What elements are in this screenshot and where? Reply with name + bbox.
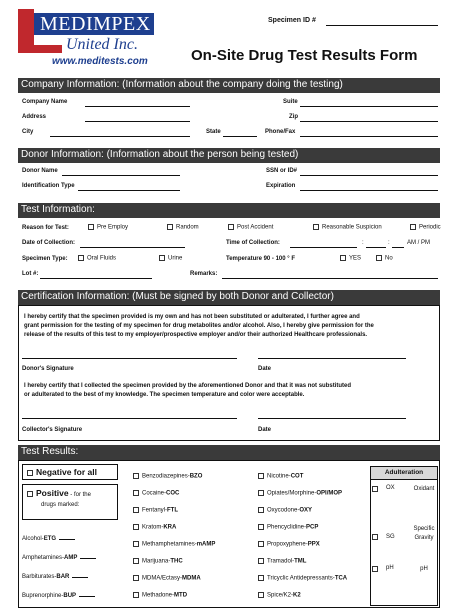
company-name-label: Company Name: [22, 99, 68, 105]
periodic-option[interactable]: [410, 224, 441, 231]
no-option[interactable]: [376, 255, 393, 262]
drug-item-ftl[interactable]: [133, 507, 178, 514]
checkbox-icon[interactable]: [88, 224, 94, 230]
drug-code: K2: [293, 592, 301, 599]
negative-label: Negative for all: [36, 467, 97, 477]
checkbox-icon[interactable]: [78, 255, 84, 261]
checkbox-icon[interactable]: [340, 255, 346, 261]
cert-section-heading: Certification Information: (Must be signed by both Donor and Collector): [18, 290, 440, 305]
urine-option[interactable]: [159, 255, 182, 262]
checkbox-icon[interactable]: [258, 592, 264, 598]
suite-field[interactable]: [300, 106, 438, 107]
drug-item-etg[interactable]: [22, 536, 75, 542]
checkbox-icon[interactable]: [133, 592, 139, 598]
temperature-label: Temperature 90 - 100 ° F: [226, 256, 295, 262]
yes-label: YES: [349, 255, 362, 262]
logo-website[interactable]: www.meditests.com: [52, 56, 148, 67]
drug-item-bzo[interactable]: [133, 473, 202, 480]
collector-cert-line-1: I hereby certify that I collected the specimen provided by the aforementioned Donor and that it was not substituted: [24, 383, 352, 389]
donor-date-field[interactable]: [258, 358, 406, 359]
adulteration-code: pH: [386, 565, 394, 571]
checkbox-icon[interactable]: [376, 255, 382, 261]
drug-code: COC: [166, 490, 180, 497]
ssn-field[interactable]: [300, 175, 438, 176]
drug-code: BUP: [63, 593, 77, 599]
checkbox-icon[interactable]: [258, 473, 264, 479]
drug-mark-line[interactable]: [59, 539, 75, 540]
drug-name: Methadone-: [142, 592, 175, 599]
state-field[interactable]: [223, 136, 257, 137]
yes-option[interactable]: [340, 255, 361, 262]
post-accident-label: Post Accident: [237, 224, 274, 231]
time-separator-2: :: [388, 240, 390, 246]
time-seconds-field[interactable]: [392, 247, 404, 248]
urine-label: Urine: [168, 255, 183, 262]
checkbox-icon[interactable]: [133, 524, 139, 530]
random-option[interactable]: [167, 224, 199, 231]
logo-subtitle: United Inc.: [66, 36, 138, 53]
logo-red-foot: [18, 45, 62, 53]
drug-item-tml[interactable]: [258, 558, 306, 565]
zip-label: Zip: [289, 114, 298, 120]
drug-code: PPX: [307, 541, 320, 548]
checkbox-icon[interactable]: [410, 224, 416, 230]
donor-name-label: Donor Name: [22, 168, 58, 174]
reasonable-suspicion-option[interactable]: [313, 224, 382, 231]
drug-code: BAR: [56, 574, 70, 580]
checkbox-icon[interactable]: [27, 470, 33, 476]
drug-item-kra[interactable]: [133, 524, 176, 531]
drug-item-cot[interactable]: [258, 473, 303, 480]
collector-cert-line-2: or adulterated to the best of my knowledge. The specimen temperature and color were acceptable.: [24, 392, 305, 398]
drug-name: Kratom-: [142, 524, 164, 531]
specimen-type-label: Specimen Type:: [22, 256, 68, 262]
drug-item-k2[interactable]: [258, 592, 301, 599]
drug-code: OPI/MOP: [316, 490, 343, 497]
drug-code: OXY: [299, 507, 313, 514]
suite-label: Suite: [283, 99, 298, 105]
drug-code: KRA: [163, 524, 177, 531]
drug-mark-line[interactable]: [72, 577, 88, 578]
collector-signature-field[interactable]: [22, 418, 237, 419]
lot-field[interactable]: [40, 278, 152, 279]
drug-item-opi-mop[interactable]: [258, 490, 342, 497]
phone-fax-label: Phone/Fax: [265, 129, 296, 135]
drug-item-ppx[interactable]: [258, 541, 320, 548]
reasonable-suspicion-label: Reasonable Suspicion: [322, 224, 382, 231]
address-field[interactable]: [85, 121, 190, 122]
checkbox-icon[interactable]: [258, 558, 264, 564]
negative-option[interactable]: [22, 464, 118, 480]
positive-option[interactable]: [22, 484, 118, 520]
drug-code: AMP: [64, 555, 78, 561]
date-collection-field[interactable]: [80, 247, 185, 248]
checkbox-icon[interactable]: [313, 224, 319, 230]
drug-item-amp[interactable]: [22, 555, 96, 561]
drug-name: Propoxyphene-: [267, 541, 308, 548]
donor-signature-field[interactable]: [22, 358, 237, 359]
checkbox-icon[interactable]: [159, 255, 165, 261]
drug-item-pcp[interactable]: [258, 524, 318, 531]
drug-name: Marijuana-: [142, 558, 171, 565]
checkbox-icon[interactable]: [258, 541, 264, 547]
positive-for-label: - for the: [68, 492, 91, 498]
drug-item-mdma[interactable]: [133, 575, 201, 582]
drug-name: Tricyclic Antidepressants-: [267, 575, 335, 582]
drug-item-tca[interactable]: [258, 575, 347, 582]
expiration-field[interactable]: [300, 190, 438, 191]
donor-signature-label: Donor's Signature: [22, 366, 74, 372]
post-accident-option[interactable]: [228, 224, 273, 231]
drug-name: Benzodiazepines-: [142, 473, 190, 480]
drug-code: TML: [294, 558, 307, 565]
checkbox-icon[interactable]: [133, 558, 139, 564]
checkbox-icon[interactable]: [133, 507, 139, 513]
drug-code: THC: [170, 558, 183, 565]
page-title: On-Site Drug Test Results Form: [191, 47, 418, 64]
oral-fluids-label: Oral Fluids: [87, 255, 117, 262]
drug-item-thc[interactable]: [133, 558, 183, 565]
state-label: State: [206, 129, 221, 135]
checkbox-icon[interactable]: [258, 575, 264, 581]
checkbox-icon[interactable]: [372, 534, 378, 540]
drug-item-mamp[interactable]: [133, 541, 215, 548]
pre-employ-label: Pre Employ: [97, 224, 129, 231]
adulteration-label: pH: [420, 566, 428, 572]
ssn-label: SSN or ID#: [266, 168, 298, 174]
logo-blue-band: MEDIMPEX: [34, 13, 154, 35]
specimen-id-field[interactable]: [326, 25, 438, 26]
company-section-heading: Company Information: (Information about the company doing the testing): [18, 78, 440, 93]
collector-date-label: Date: [258, 427, 272, 433]
positive-label: Positive: [36, 488, 69, 498]
logo: [18, 9, 168, 73]
remarks-label: Remarks:: [190, 271, 218, 277]
donor-section-heading: Donor Information: (Information about the person being tested): [18, 148, 440, 163]
time-collection-field[interactable]: [290, 247, 357, 248]
checkbox-icon[interactable]: [133, 490, 139, 496]
drug-name: Alcohol-: [22, 536, 44, 542]
checkbox-icon[interactable]: [167, 224, 173, 230]
company-name-field[interactable]: [85, 106, 190, 107]
results-section-heading: Test Results:: [18, 445, 440, 460]
checkbox-icon[interactable]: [228, 224, 234, 230]
drug-code: TCA: [334, 575, 348, 582]
date-collection-label: Date of Collection:: [22, 240, 76, 246]
checkbox-icon[interactable]: [258, 490, 264, 496]
drug-code: FTL: [167, 507, 179, 514]
expiration-label: Expiration: [266, 183, 296, 189]
periodic-label: Periodic: [419, 224, 441, 231]
id-type-label: Identification Type: [22, 183, 75, 189]
adulteration-title: Adulteration: [370, 466, 438, 480]
reason-label: Reason for Test:: [22, 225, 69, 231]
collector-date-field[interactable]: [258, 418, 406, 419]
time-collection-label: Time of Collection:: [226, 240, 280, 246]
donor-cert-line-3: release of the results of this test to my employer/prospective employer and/or their authorized Healthcare professionals.: [24, 332, 368, 338]
drugs-marked-label: drugs marked:: [41, 502, 80, 508]
drug-item-bup[interactable]: [22, 593, 95, 599]
donor-cert-line-1: I hereby certify that the specimen provided is my own and has not been substituted or adulterated, I further agree and: [24, 314, 360, 320]
checkbox-icon[interactable]: [133, 541, 139, 547]
adulteration-code: OX: [386, 485, 395, 491]
phone-fax-field[interactable]: [300, 136, 438, 137]
drug-code: ETG: [43, 536, 57, 542]
drug-name: Phencyclidine-: [267, 524, 307, 531]
donor-date-label: Date: [258, 366, 272, 372]
drug-code: mAMP: [196, 541, 216, 548]
drug-name: MDMA/Ectasy-: [142, 575, 183, 582]
drug-mark-line[interactable]: [80, 558, 96, 559]
collector-signature-label: Collector's Signature: [22, 427, 83, 433]
drug-name: Methamphetamines-: [142, 541, 197, 548]
random-label: Random: [176, 224, 199, 231]
remarks-field[interactable]: [222, 278, 438, 279]
drug-name: Spice/K2-: [267, 592, 294, 599]
checkbox-icon[interactable]: [27, 491, 33, 497]
city-field[interactable]: [50, 136, 190, 137]
drug-name: Amphetamines-: [22, 555, 65, 561]
drug-name: Opiates/Morphine-: [267, 490, 317, 497]
checkbox-icon[interactable]: [133, 473, 139, 479]
donor-name-field[interactable]: [62, 175, 180, 176]
checkbox-icon[interactable]: [372, 486, 378, 492]
time-minutes-field[interactable]: [366, 247, 386, 248]
drug-item-coc[interactable]: [133, 490, 179, 497]
drug-name: Buprenorphine-: [22, 593, 64, 599]
checkbox-icon[interactable]: [258, 524, 264, 530]
drug-code: COT: [290, 473, 304, 480]
drug-code: PCP: [306, 524, 319, 531]
drug-code: MDMA: [182, 575, 201, 582]
drug-code: BZO: [189, 473, 203, 480]
adulteration-label: Oxidant: [413, 486, 435, 492]
checkbox-icon[interactable]: [258, 507, 264, 513]
pre-employ-option[interactable]: [88, 224, 128, 231]
adulteration-label: Specific Gravity: [413, 526, 435, 541]
drug-item-bar[interactable]: [22, 574, 88, 580]
drug-name: Oxycodone-: [267, 507, 300, 514]
donor-cert-line-2: grant permission for the testing of my specimen for drug metabolites and/or alcohol. Also, I hereby give permission for the: [24, 323, 374, 329]
drug-name: Fentanyl-: [142, 507, 168, 514]
drug-code: MTD: [174, 592, 188, 599]
drug-item-mtd[interactable]: [133, 592, 187, 599]
drug-name: Nicotine-: [267, 473, 291, 480]
drug-name: Tramadol-: [267, 558, 295, 565]
drug-item-oxy[interactable]: [258, 507, 312, 514]
drug-name: Cocaine-: [142, 490, 167, 497]
specimen-id-label: Specimen ID #: [268, 17, 316, 24]
zip-field[interactable]: [300, 121, 438, 122]
no-label: No: [385, 255, 393, 262]
am-pm-label: AM / PM: [407, 240, 431, 246]
checkbox-icon[interactable]: [372, 566, 378, 572]
drug-name: Barbiturates-: [22, 574, 57, 580]
test-section-heading: Test Information:: [18, 203, 440, 218]
checkbox-icon[interactable]: [133, 575, 139, 581]
adulteration-code: SG: [386, 534, 395, 540]
city-label: City: [22, 129, 34, 135]
id-type-field[interactable]: [78, 190, 180, 191]
lot-label: Lot #:: [22, 271, 39, 277]
time-separator-1: :: [362, 240, 364, 246]
drug-mark-line[interactable]: [79, 596, 95, 597]
oral-fluids-option[interactable]: [78, 255, 116, 262]
address-label: Address: [22, 114, 47, 120]
